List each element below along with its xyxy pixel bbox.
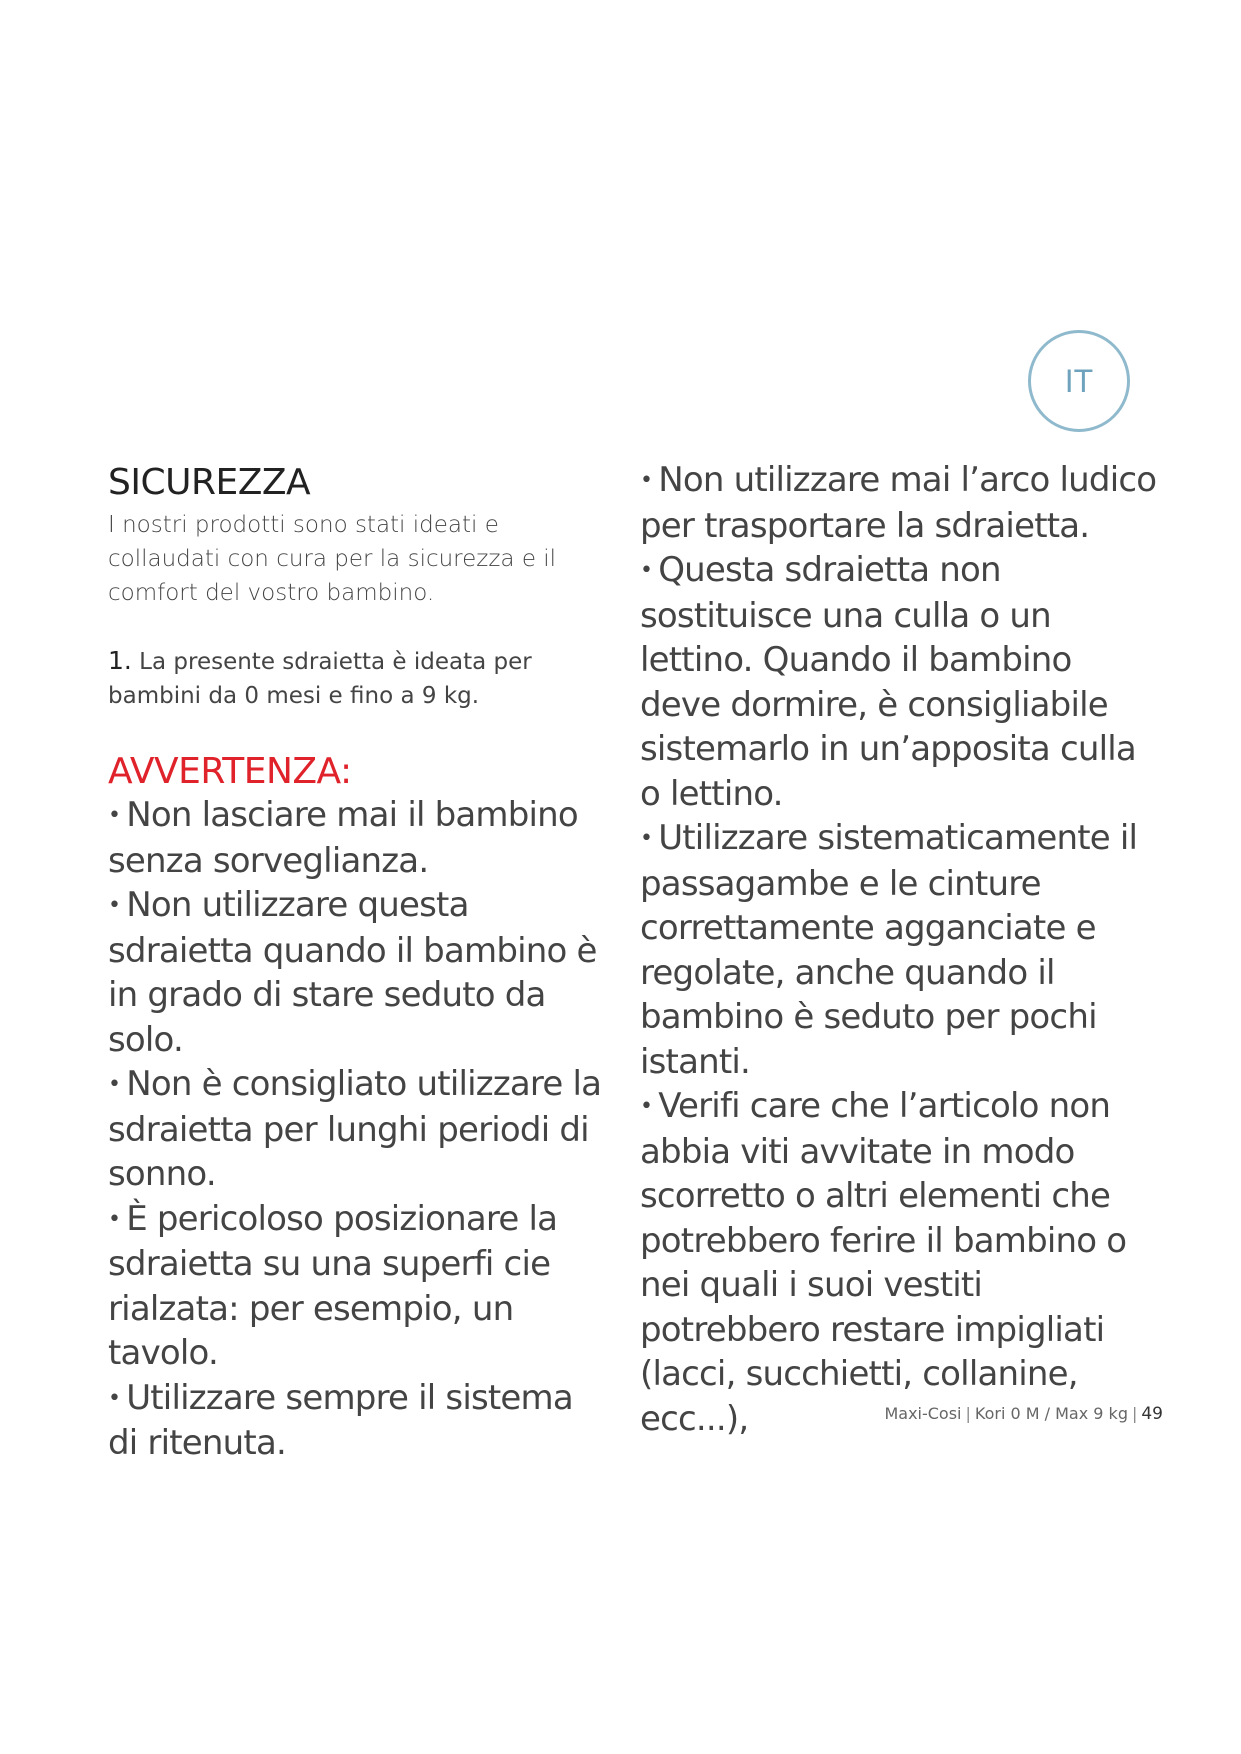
warning-bullet-8-text: Utilizzare sistematicamente il passagambe e le cinture correttamente agganciate e regolate, anche quando il bambino è seduto per pochi istanti. xyxy=(640,818,1138,1082)
language-badge xyxy=(1028,330,1130,432)
warning-bullet-1-text: Non lasciare mai il bambino senza sorveglianza. xyxy=(108,795,578,881)
warning-bullet-9 xyxy=(640,1084,1160,1441)
warning-bullet-8 xyxy=(640,816,1160,1084)
warning-bullet-4 xyxy=(108,1197,608,1376)
footer-separator: | xyxy=(965,1404,971,1423)
warning-title: AVVERTENZA: xyxy=(108,751,352,792)
warning-bullet-1 xyxy=(108,793,608,883)
bullet-icon: • xyxy=(108,803,121,828)
bullet-icon: • xyxy=(108,1206,121,1232)
warning-bullet-3-text: Non è consigliato utilizzare la sdraietta per lunghi periodi di sonno. xyxy=(108,1064,602,1194)
warning-bullet-4-text: È pericoloso posizionare la sdraietta su una superfi cie rialzata: per esempio, un tavolo. xyxy=(108,1198,558,1373)
right-column xyxy=(640,458,1160,1441)
footer-brand: Maxi-Cosi xyxy=(884,1404,962,1423)
warning-bullet-2-text: Non utilizzare questa sdraietta quando il bambino è in grado di stare seduto da solo. xyxy=(108,885,597,1060)
warning-list-left xyxy=(108,793,608,1466)
bullet-icon: • xyxy=(108,893,121,918)
warning-bullet-7-text: Questa sdraietta non sostituisce una culla o un lettino. Quando il bambino deve dormire, è consigliabile sistemarlo in un’apposita culla o lettino. xyxy=(640,550,1136,814)
numbered-item-1-number: 1. xyxy=(108,646,132,675)
numbered-item-1 xyxy=(108,644,608,713)
page-footer xyxy=(884,1404,1163,1424)
warning-bullet-6 xyxy=(640,458,1160,548)
warning-bullet-9-text: Verifi care che l’articolo non abbia viti avvitate in modo scorretto o altri elementi che potrebbero ferire il bambino o nei quali i suoi vestiti potrebbero restare impigliati (lacci, succhietti, collanine, ecc...), xyxy=(640,1086,1127,1439)
page-number: 49 xyxy=(1141,1404,1163,1424)
left-column xyxy=(108,462,608,1466)
warning-bullet-6-text: Non utilizzare mai l’arco ludico per trasportare la sdraietta. xyxy=(640,460,1157,546)
safety-intro: I nostri prodotti sono stati ideati e collaudati con cura per la sicurezza e il comfort del vostro bambino. xyxy=(108,512,557,606)
warning-bullet-5 xyxy=(108,1376,608,1466)
numbered-item-1-text: La presente sdraietta è ideata per bambini da 0 mesi e fino a 9 kg. xyxy=(108,649,532,709)
footer-product: Kori 0 M / Max 9 kg xyxy=(974,1404,1128,1423)
bullet-icon: • xyxy=(640,558,653,583)
warning-bullet-5-text: Utilizzare sempre il sistema di ritenuta. xyxy=(108,1377,573,1463)
footer-separator: | xyxy=(1131,1404,1138,1423)
bullet-icon: • xyxy=(640,826,653,851)
bullet-icon: • xyxy=(640,1094,653,1119)
bullet-icon: • xyxy=(640,468,653,493)
bullet-icon: • xyxy=(108,1072,121,1097)
warning-bullet-2 xyxy=(108,883,608,1062)
bullet-icon: • xyxy=(108,1385,121,1411)
warning-bullet-3 xyxy=(108,1062,608,1197)
safety-title: SICUREZZA xyxy=(108,462,311,503)
language-badge-label: IT xyxy=(1064,362,1094,399)
warning-bullet-7 xyxy=(640,548,1160,816)
